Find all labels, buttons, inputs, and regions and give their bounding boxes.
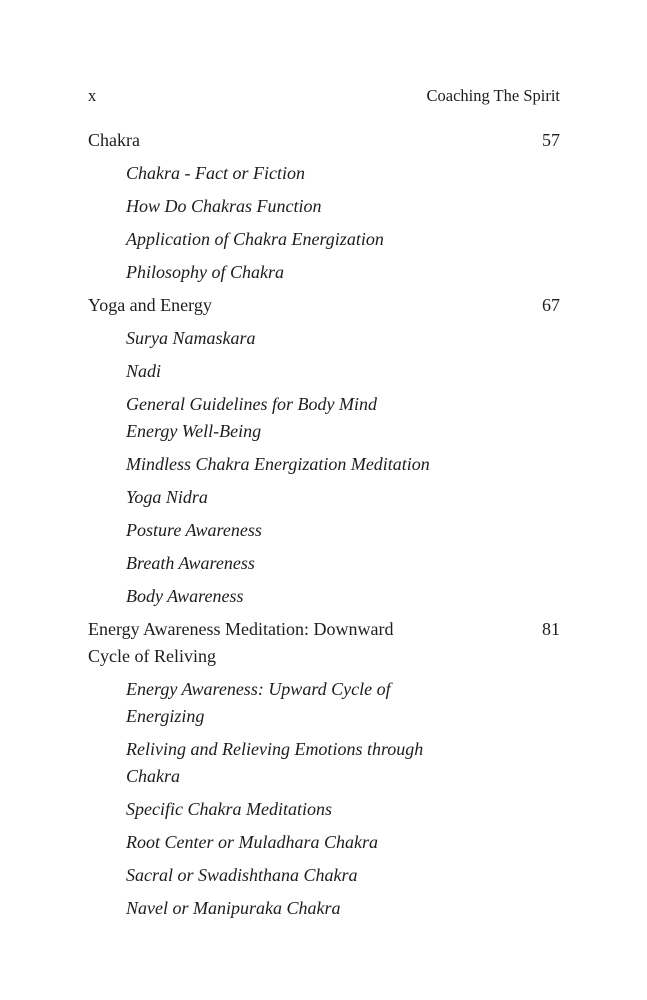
toc-entry	[88, 829, 560, 856]
toc-entry-line: Mindless Chakra Energization Meditation	[126, 454, 430, 474]
toc-entry-title	[88, 550, 516, 577]
toc-entry-title	[88, 796, 516, 823]
toc-entry-line: Navel or Manipuraka Chakra	[126, 898, 341, 918]
toc-entry-line: Energy Awareness: Upward Cycle of	[126, 679, 391, 699]
toc-entry	[88, 391, 560, 445]
toc-entry-title	[88, 484, 516, 511]
toc-entry-line: Posture Awareness	[126, 520, 262, 540]
toc-entry-line: Nadi	[126, 361, 162, 381]
toc-entry-line: Surya Namaskara	[126, 328, 256, 348]
toc-entry-line: Sacral or Swadishthana Chakra	[126, 865, 358, 885]
running-header	[88, 86, 560, 106]
toc-entry-line: Yoga and Energy	[88, 295, 212, 315]
toc-entry-title	[88, 160, 516, 187]
toc-entry-title	[88, 583, 516, 610]
toc-entry-line: Yoga Nidra	[126, 487, 208, 507]
toc-entry-title	[88, 358, 516, 385]
toc-entry-title	[88, 292, 516, 319]
toc-entry-title	[88, 226, 516, 253]
toc-entry-line: Root Center or Muladhara Chakra	[126, 832, 378, 852]
toc-entry-title	[88, 895, 516, 922]
toc-entry	[88, 127, 560, 154]
toc-entry-title	[88, 616, 516, 670]
toc-entry-line: Application of Chakra Energization	[126, 229, 384, 249]
toc-entry-title	[88, 451, 516, 478]
toc-entry	[88, 583, 560, 610]
table-of-contents	[88, 127, 560, 922]
toc-entry	[88, 550, 560, 577]
toc-entry	[88, 517, 560, 544]
toc-entry-title	[88, 736, 516, 790]
toc-entry-line: Energizing	[126, 706, 205, 726]
toc-entry-title	[88, 325, 516, 352]
toc-entry	[88, 796, 560, 823]
toc-entry-line: Chakra	[126, 766, 180, 786]
toc-entry	[88, 616, 560, 670]
toc-entry-line: How Do Chakras Function	[126, 196, 322, 216]
toc-entry-line: Specific Chakra Meditations	[126, 799, 332, 819]
toc-entry-title	[88, 193, 516, 220]
toc-entry	[88, 451, 560, 478]
toc-entry-page-number: 81	[542, 619, 560, 639]
running-title: Coaching The Spirit	[426, 86, 560, 105]
folio-page-number: x	[88, 86, 97, 105]
toc-entry	[88, 358, 560, 385]
toc-entry	[88, 676, 560, 730]
toc-entry-line: Reliving and Relieving Emotions through	[126, 739, 424, 759]
toc-entry-title	[88, 259, 516, 286]
toc-entry-line: Cycle of Reliving	[88, 646, 216, 666]
toc-entry-line: General Guidelines for Body Mind	[126, 394, 377, 414]
toc-entry	[88, 325, 560, 352]
toc-entry-title	[88, 391, 516, 445]
toc-entry-line: Energy Well-Being	[126, 421, 262, 441]
toc-entry-page-number: 67	[542, 295, 560, 315]
toc-entry-title	[88, 829, 516, 856]
toc-entry	[88, 895, 560, 922]
toc-entry-title	[88, 676, 516, 730]
toc-entry-title	[88, 862, 516, 889]
toc-entry-title	[88, 517, 516, 544]
toc-entry-line: Breath Awareness	[126, 553, 255, 573]
toc-entry-line: Energy Awareness Meditation: Downward	[88, 619, 394, 639]
toc-entry	[88, 193, 560, 220]
toc-entry	[88, 226, 560, 253]
toc-entry	[88, 862, 560, 889]
toc-entry-line: Philosophy of Chakra	[126, 262, 284, 282]
toc-entry	[88, 736, 560, 790]
toc-entry	[88, 160, 560, 187]
toc-entry	[88, 292, 560, 319]
toc-entry-line: Body Awareness	[126, 586, 244, 606]
toc-entry-title	[88, 127, 516, 154]
toc-entry-page-number: 57	[542, 130, 560, 150]
toc-entry	[88, 484, 560, 511]
toc-entry-line: Chakra	[88, 130, 140, 150]
toc-entry	[88, 259, 560, 286]
toc-entry-line: Chakra - Fact or Fiction	[126, 163, 305, 183]
